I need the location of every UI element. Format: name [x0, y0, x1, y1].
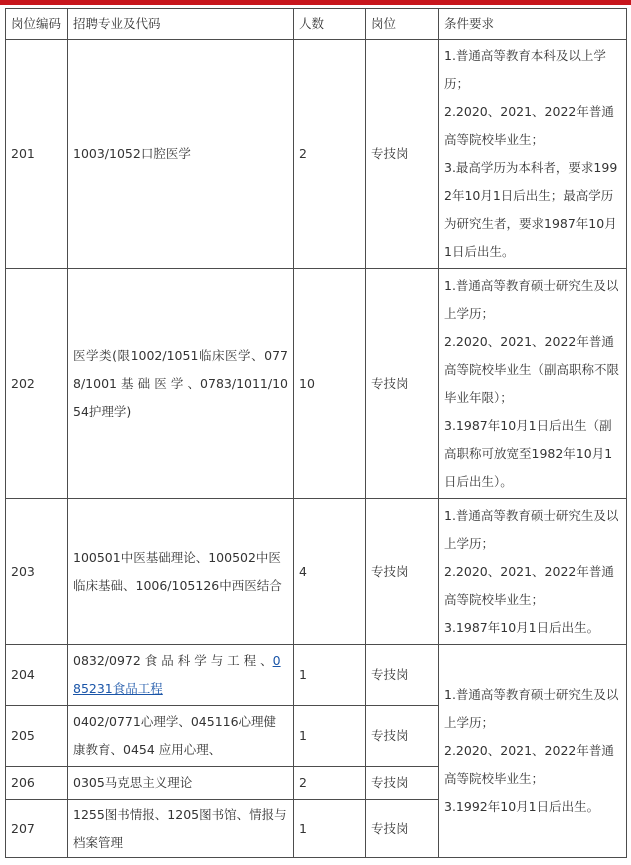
requirements	[439, 269, 627, 499]
requirement-line: 1.普通高等教育硕士研究生及以上学历；	[444, 687, 619, 730]
requirement-line: 3.最高学历为本科者，要求1992年10月1日后出生；最高学历为研究生者，要求1987年10月1日后出生。	[444, 160, 618, 259]
headcount: 10	[294, 269, 366, 499]
requirements	[439, 40, 627, 269]
requirement-line: 1.普通高等教育本科及以上学历；	[444, 48, 606, 91]
header-count: 人数	[294, 9, 366, 40]
major: 100501中医基础理论、100502中医临床基础、1006/105126中西医结合	[68, 499, 294, 645]
post-type: 专技岗	[366, 706, 439, 767]
post-code: 203	[6, 499, 68, 645]
headcount: 4	[294, 499, 366, 645]
headcount: 1	[294, 800, 366, 858]
requirements	[439, 499, 627, 645]
table-row	[6, 499, 627, 645]
post-type: 专技岗	[366, 40, 439, 269]
post-code: 202	[6, 269, 68, 499]
post-type: 专技岗	[366, 499, 439, 645]
requirement-line: 3.1987年10月1日后出生。	[444, 619, 600, 635]
table-row	[6, 645, 627, 706]
table-row	[6, 269, 627, 499]
requirement-line: 3.1987年10月1日后出生（副高职称可放宽至1982年10月1日后出生）。	[444, 417, 613, 489]
post-type: 专技岗	[366, 269, 439, 499]
headcount: 1	[294, 706, 366, 767]
top-accent-bar	[0, 0, 631, 5]
post-type: 专技岗	[366, 767, 439, 800]
header-major: 招聘专业及代码	[68, 9, 294, 40]
major-text: 0832/0972 食 品 科 学 与 工 程 、	[73, 653, 273, 668]
major: 1255图书情报、1205图书馆、情报与档案管理	[68, 800, 294, 858]
requirement-line: 1.普通高等教育硕士研究生及以上学历；	[444, 277, 619, 321]
major-link[interactable]: 085231食品工程	[73, 653, 281, 696]
header-post-code: 岗位编码	[6, 9, 68, 40]
table-row	[6, 40, 627, 269]
shared-requirements	[439, 645, 627, 858]
headcount: 2	[294, 767, 366, 800]
requirement-line: 2.2020、2021、2022年普通高等院校毕业生；	[444, 743, 614, 786]
major: 0305马克思主义理论	[68, 767, 294, 800]
requirement-line: 2.2020、2021、2022年普通高等院校毕业生；	[444, 563, 614, 607]
headcount: 1	[294, 645, 366, 706]
recruitment-table	[5, 8, 627, 858]
major: 0402/0771心理学、045116心理健康教育、0454 应用心理、	[68, 706, 294, 767]
post-type: 专技岗	[366, 645, 439, 706]
headcount: 2	[294, 40, 366, 269]
requirement-line: 3.1992年10月1日后出生。	[444, 799, 600, 814]
requirement-line: 1.普通高等教育硕士研究生及以上学历；	[444, 507, 619, 551]
post-code: 207	[6, 800, 68, 858]
major: 医学类(限1002/1051临床医学、0778/1001 基 础 医 学 、0783/1011/1054护理学)	[68, 269, 294, 499]
post-type: 专技岗	[366, 800, 439, 858]
post-code: 201	[6, 40, 68, 269]
post-code: 205	[6, 706, 68, 767]
table-header-row	[6, 9, 627, 40]
major: 1003/1052口腔医学	[68, 40, 294, 269]
requirement-line: 2.2020、2021、2022年普通高等院校毕业生（副高职称不限毕业年限）；	[444, 333, 620, 405]
post-code: 204	[6, 645, 68, 706]
header-requirements: 条件要求	[439, 9, 627, 40]
requirement-line: 2.2020、2021、2022年普通高等院校毕业生；	[444, 104, 614, 147]
header-post: 岗位	[366, 9, 439, 40]
major	[68, 645, 294, 706]
post-code: 206	[6, 767, 68, 800]
